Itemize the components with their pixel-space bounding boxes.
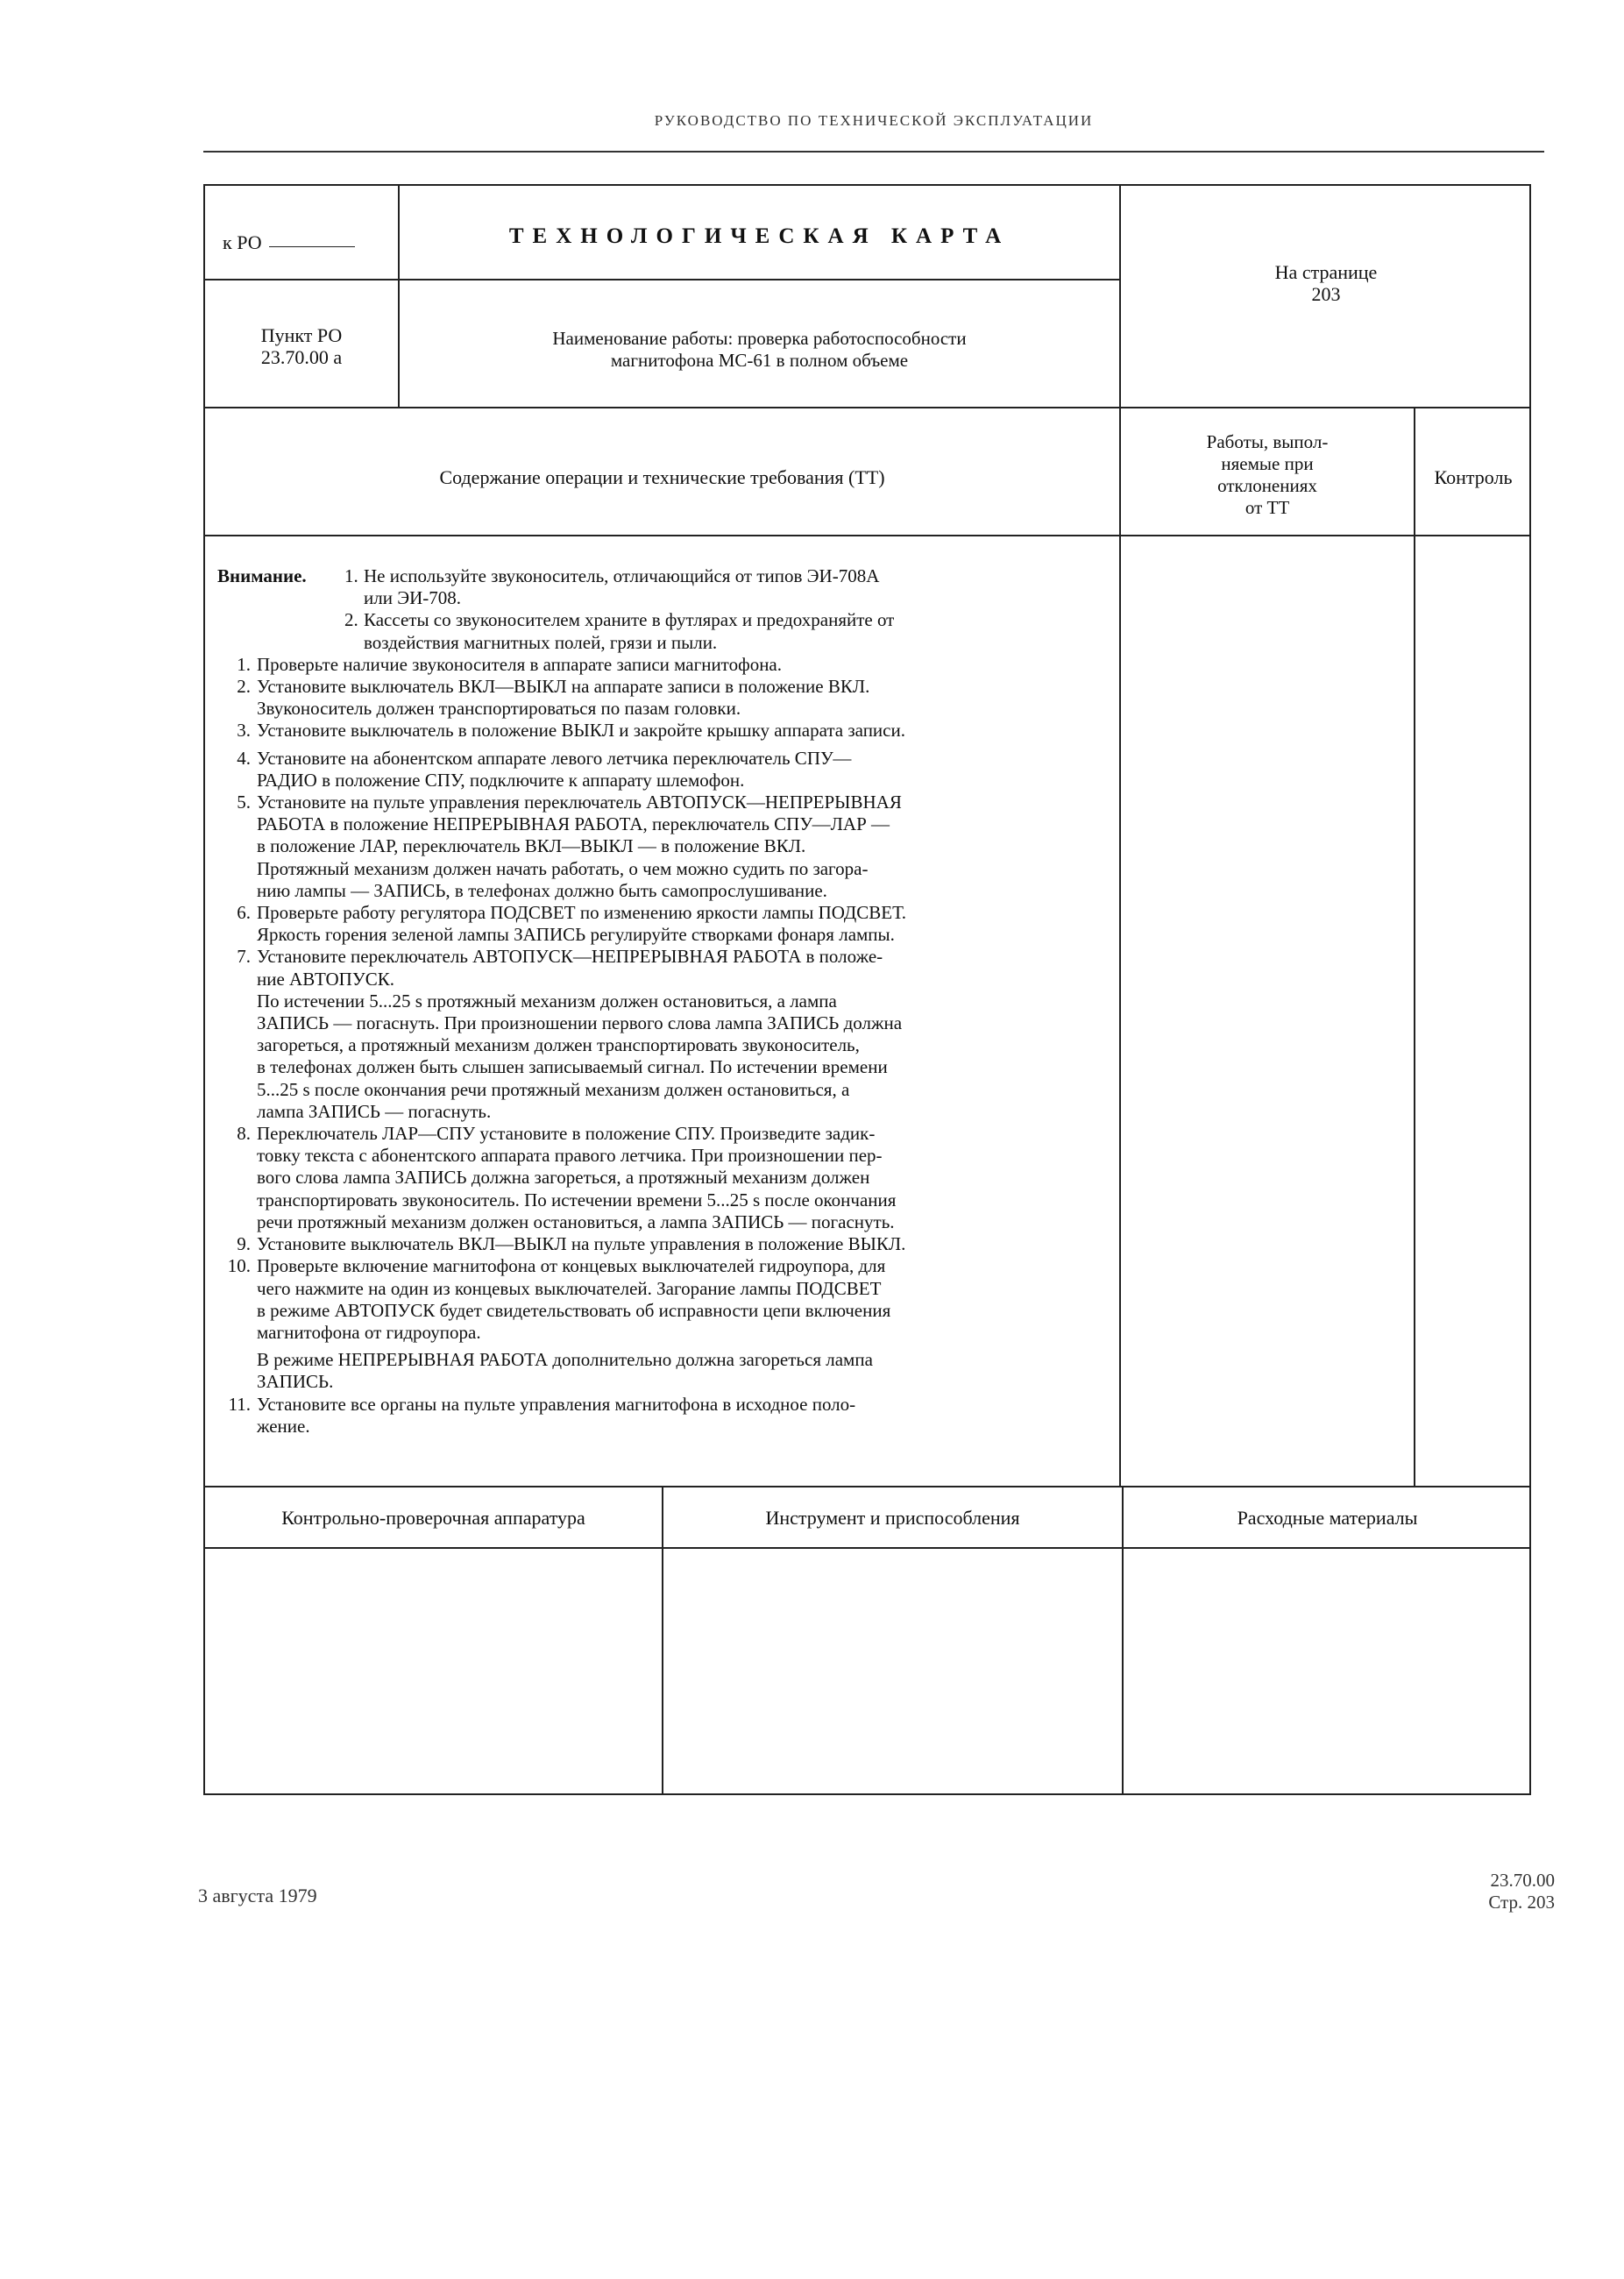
kro-blank-line (269, 246, 355, 247)
operations-content (205, 536, 1121, 1487)
footer-doc-number: 23.70.00 (1490, 1870, 1555, 1891)
text-line: Кассеты со звуконосителем храните в футлярах и предохраняйте от (364, 609, 895, 631)
step-number: 9. (237, 1233, 251, 1255)
work-name-line: Наименование работы: проверка работоспособности (552, 328, 967, 349)
punkt-label: Пункт РО (260, 324, 343, 346)
text-line: товку текста с абонентского аппарата правого летчика. При произношении пер- (257, 1145, 883, 1167)
text-line: в телефонах должен быть слышен записываемый сигнал. По истечении времени (257, 1056, 888, 1078)
text-line: в положение ЛАР, переключатель ВКЛ—ВЫКЛ — в положение ВКЛ. (257, 835, 806, 857)
text-line: Звуконоситель должен транспортироваться по пазам головки. (257, 698, 741, 720)
step-number: 8. (237, 1123, 251, 1145)
footer-date: 3 августа 1979 (198, 1885, 317, 1906)
consumables-body (1124, 1549, 1531, 1795)
step-item (217, 1349, 1102, 1393)
step-text (257, 1233, 1102, 1255)
column-header-control: Контроль (1415, 408, 1531, 536)
step-item (217, 902, 1102, 946)
work-name (400, 280, 1121, 408)
step-number (217, 1349, 257, 1393)
step-text (257, 1123, 1102, 1233)
text-line: Установите на пульте управления переключатель АВТОПУСК—НЕПРЕРЫВНАЯ (257, 792, 902, 813)
text-line: ние АВТОПУСК. (257, 968, 394, 990)
text-line: вого слова лампа ЗАПИСЬ должна загореться, а протяжный механизм должен (257, 1167, 870, 1189)
page-reference (1121, 186, 1531, 408)
text-line: в режиме АВТОПУСК будет свидетельствовать об исправности цепи включения (257, 1299, 891, 1321)
technological-card (203, 184, 1531, 1795)
step-number: 6. (237, 902, 251, 924)
text-line: По истечении 5...25 s протяжный механизм должен остановиться, а лампа (257, 990, 837, 1012)
step-item (217, 1255, 1102, 1344)
text-line: 5...25 s после окончания речи протяжный механизм должен остановиться, а (257, 1078, 850, 1100)
warning-text (364, 609, 1102, 653)
text-line: Проверьте наличие звуконосителя в аппарате записи магнитофона. (257, 653, 783, 675)
work-name-line: магнитофона МС-61 в полном объеме (610, 350, 909, 371)
step-number: 7. (237, 946, 251, 968)
card-title: ТЕХНОЛОГИЧЕСКАЯ КАРТА (400, 186, 1121, 280)
deviations-column-body (1121, 536, 1415, 1487)
step-text (257, 1394, 1102, 1438)
text-line: Установите все органы на пульте управления магнитофона в исходное поло- (257, 1393, 856, 1415)
step-text (257, 792, 1102, 902)
step-text (257, 720, 1102, 742)
kro-label: к РО (223, 231, 262, 253)
footer-doc-info (1402, 1870, 1555, 1913)
step-text (257, 676, 1102, 720)
page-number: 203 (1311, 283, 1341, 305)
header-line: от ТТ (1245, 497, 1290, 518)
text-line: ЗАПИСЬ — погаснуть. При произношении первого слова лампа ЗАПИСЬ должна (257, 1012, 903, 1034)
text-line: жение. (257, 1415, 310, 1437)
text-line: лампа ЗАПИСЬ — погаснуть. (257, 1100, 492, 1122)
text-line: речи протяжный механизм должен остановиться, а лампа ЗАПИСЬ — погаснуть. (257, 1210, 895, 1232)
step-item (217, 1123, 1102, 1233)
text-line: воздействия магнитных полей, грязи и пыли. (364, 631, 718, 653)
kro-cell (205, 186, 400, 280)
step-text (257, 946, 1102, 1123)
text-line: Не используйте звуконоситель, отличающийся от типов ЭИ-708А (364, 565, 880, 586)
step-item (217, 654, 1102, 676)
control-column-body (1415, 536, 1531, 1487)
punkt-cell (205, 280, 400, 408)
step-item (217, 720, 1102, 742)
text-line: Переключатель ЛАР—СПУ установите в положение СПУ. Произведите задик- (257, 1123, 876, 1145)
punkt-value: 23.70.00 а (260, 346, 343, 368)
step-item (217, 676, 1102, 720)
step-text (257, 654, 1102, 676)
text-line: Установите выключатель в положение ВЫКЛ и закройте крышку аппарата записи. (257, 720, 905, 742)
footer-page: Стр. 203 (1488, 1892, 1555, 1913)
header-rule (203, 151, 1544, 153)
column-header-deviations (1121, 408, 1415, 536)
step-number: 5. (237, 792, 251, 813)
header-line: отклонениях (1217, 475, 1317, 496)
text-line: магнитофона от гидроупора. (257, 1321, 481, 1343)
text-line: транспортировать звуконоситель. По истечении времени 5...25 s после окончания (257, 1189, 897, 1210)
header-line: няемые при (1221, 453, 1314, 474)
step-number: 2. (237, 676, 251, 698)
step-item (217, 1394, 1102, 1438)
warning-number: 2. (344, 609, 358, 631)
text-line: нию лампы — ЗАПИСЬ, в телефонах должно быть самопрослушивание. (257, 879, 827, 901)
text-line: Установите выключатель ВКЛ—ВЫКЛ на аппарате записи в положение ВКЛ. (257, 676, 870, 698)
text-line: РАДИО в положение СПУ, подключите к аппарату шлемофон. (257, 769, 745, 791)
text-line: Установите на абонентском аппарате левого летчика переключатель СПУ— (257, 747, 852, 769)
warning-item (217, 609, 1102, 653)
page-label: На странице (1274, 261, 1378, 283)
step-text (257, 1349, 1102, 1393)
warning-number: 1. (344, 565, 358, 586)
step-item (217, 792, 1102, 902)
text-line: или ЭИ-708. (364, 587, 461, 609)
text-line: Установите переключатель АВТОПУСК—НЕПРЕРЫВНАЯ РАБОТА в положе- (257, 946, 883, 968)
footer-header-tools: Инструмент и приспособления (663, 1487, 1124, 1549)
step-item (217, 946, 1102, 1123)
text-line: Проверьте работу регулятора ПОДСВЕТ по изменению яркости лампы ПОДСВЕТ. (257, 902, 907, 924)
step-text (257, 1255, 1102, 1344)
step-number: 11. (228, 1393, 251, 1415)
warning-label: Внимание. (217, 565, 307, 586)
footer-header-test-equipment: Контрольно-проверочная аппаратура (205, 1487, 663, 1549)
text-line: Проверьте включение магнитофона от концевых выключателей гидроупора, для (257, 1255, 886, 1277)
step-text (257, 902, 1102, 946)
warning-indent (217, 609, 344, 653)
step-number: 10. (227, 1255, 251, 1277)
text-line: В режиме НЕПРЕРЫВНАЯ РАБОТА дополнительно должна загореться лампа (257, 1349, 873, 1371)
text-line: загореться, а протяжный механизм должен транспортировать звуконоситель, (257, 1034, 860, 1056)
warning-item (217, 565, 1102, 609)
steps-list (217, 654, 1102, 1438)
step-text (257, 748, 1102, 792)
header-line: Работы, выпол- (1206, 431, 1329, 452)
warning-text (364, 565, 1102, 609)
step-number: 4. (237, 747, 251, 769)
step-number: 3. (237, 720, 251, 742)
text-line: Протяжный механизм должен начать работать, о чем можно судить по загора- (257, 857, 869, 879)
test-equipment-body (205, 1549, 663, 1795)
running-header: РУКОВОДСТВО ПО ТЕХНИЧЕСКОЙ ЭКСПЛУАТАЦИИ (654, 112, 1094, 129)
step-item (217, 748, 1102, 792)
text-line: РАБОТА в положение НЕПРЕРЫВНАЯ РАБОТА, переключатель СПУ—ЛАР — (257, 813, 890, 835)
column-header-content: Содержание операции и технические требования (ТТ) (205, 408, 1121, 536)
text-line: чего нажмите на один из концевых выключателей. Загорание лампы ПОДСВЕТ (257, 1277, 882, 1299)
tools-body (663, 1549, 1124, 1795)
step-number: 1. (237, 653, 251, 675)
text-line: Установите выключатель ВКЛ—ВЫКЛ на пульте управления в положение ВЫКЛ. (257, 1233, 906, 1255)
footer-header-consumables: Расходные материалы (1124, 1487, 1531, 1549)
step-item (217, 1233, 1102, 1255)
text-line: Яркость горения зеленой лампы ЗАПИСЬ регулируйте створками фонаря лампы. (257, 924, 895, 946)
text-line: ЗАПИСЬ. (257, 1371, 334, 1393)
